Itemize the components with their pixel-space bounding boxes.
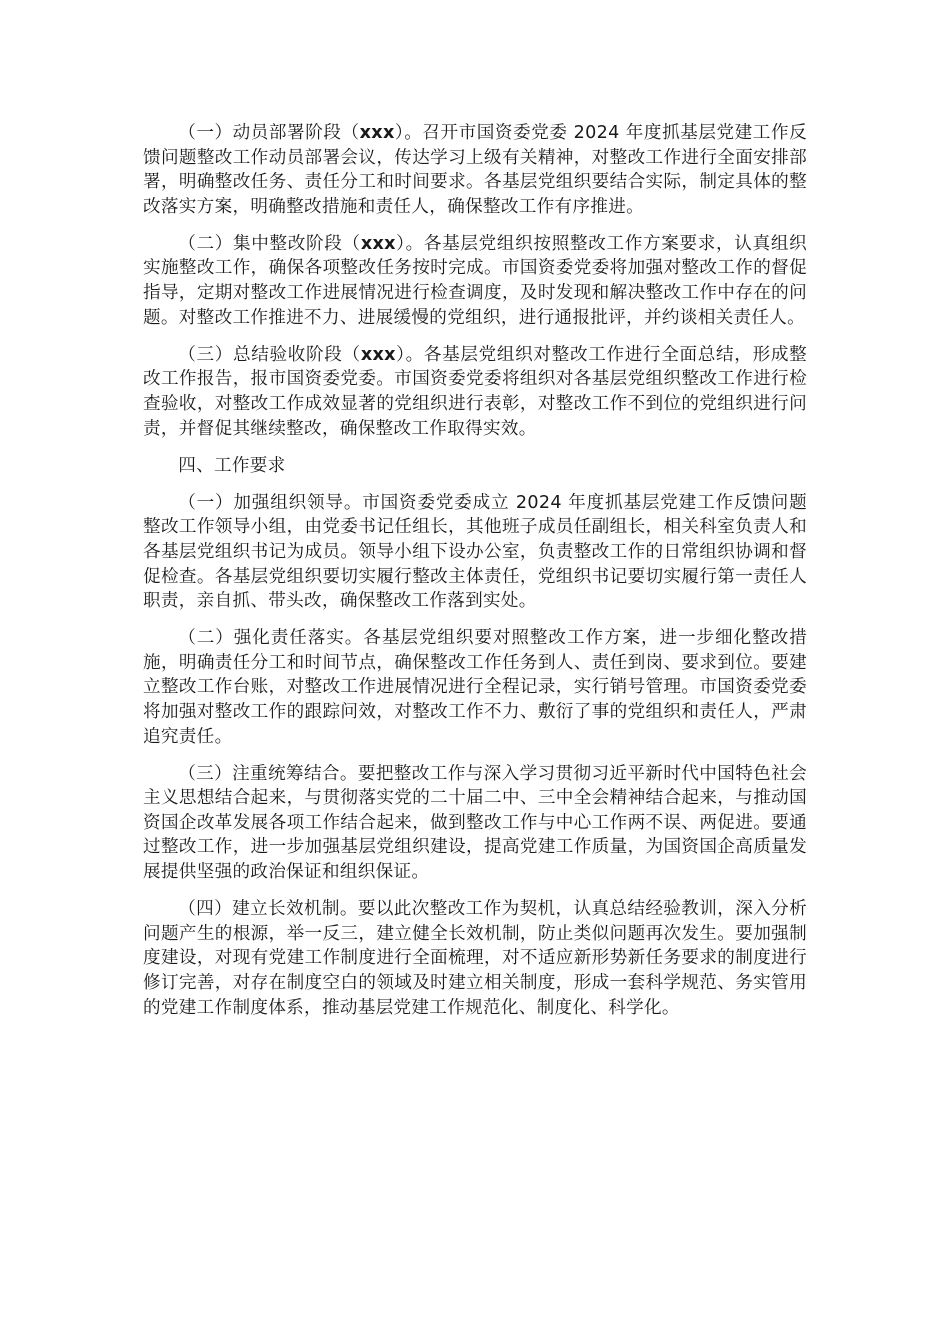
stage-2-text: ）。各基层党组织按照整改工作方案要求，认真组织实施整改工作，确保各项整改任务按时完成。市国资委党委将加强对整改工作的督促指导，定期对整改工作进展情况进行检查调度，及时发现和解决整改工作中存在的问题。对整改工作推进不力、进展缓慢的党组织，进行通报批评，并约谈相关责任人。 [143,233,807,328]
stage-2-prefix: （二）集中整改阶段（ [178,233,361,254]
section-heading: 四、工作要求 [178,455,286,476]
requirement-2: （二）强化责任落实。各基层党组织要对照整改工作方案，进一步细化整改措施，明确责任分工和时间节点，确保整改工作任务到人、责任到岗、要求到位。要建立整改工作台账，对整改工作进展情况进行全程记录，实行销号管理。市国资委党委将加强对整改工作的跟踪问效，对整改工作不力、敷衍了事的党组织和责任人，严肃追究责任。 [143,628,807,747]
requirement-3: （三）注重统筹结合。要把整改工作与深入学习贯彻习近平新时代中国特色社会主义思想结合起来，与贯彻落实党的二十届二中、三中全会精神结合起来，与推动国资国企改革发展各项工作结合起来，做到整改工作与中心工作两不误、两促进。要通过整改工作，进一步加强基层党组织建设，提高党建工作质量，为国资国企高质量发展提供坚强的政治保证和组织保证。 [143,763,807,883]
paragraph-stage-3 [143,343,807,441]
requirement-4: （四）建立长效机制。要以此次整改工作为契机，认真总结经验教训，深入分析问题产生的根源，举一反三，建立健全长效机制，防止类似问题再次发生。要加强制度建设，对现有党建工作制度进行全面梳理，对不适应新形势新任务要求的制度进行修订完善，对存在制度空白的领域及时建立相关制度，形成一套科学规范、务实管用的党建工作制度体系，推动基层党建工作规范化、制度化、科学化。 [143,899,807,1018]
paragraph-stage-1 [143,121,807,219]
stage-3-date: xxx [360,344,396,365]
stage-2-date: xxx [360,233,396,254]
stage-1-prefix: （一）动员部署阶段（ [178,123,360,143]
paragraph-stage-2 [143,232,807,330]
stage-1-date: xxx [359,123,395,143]
document-page [143,121,807,1033]
stage-3-prefix: （三）总结验收阶段（ [178,344,361,365]
requirement-1: （一）加强组织领导。市国资委党委成立 2024 年度抓基层党建工作反馈问题整改工作领导小组，由党委书记任组长，其他班子成员任副组长，相关科室负责人和各基层党组织书记为成员。领导小组下设办公室，负责整改工作的日常组织协调和督促检查。各基层党组织要切实履行整改主体责任，党组织书记要切实履行第一责任人职责，亲自抓、带头改，确保整改工作落到实处。 [143,492,807,612]
stage-3-text: ）。各基层党组织对整改工作进行全面总结，形成整改工作报告，报市国资委党委。市国资委党委将组织对各基层党组织整改工作进行检查验收，对整改工作成效显著的党组织进行表彰，对整改工作不到位的党组织进行问责，并督促其继续整改，确保整改工作取得实效。 [143,344,807,439]
stage-1-text: ）。召开市国资委党委 2024 年度抓基层党建工作反馈问题整改工作动员部署会议，传达学习上级有关精神，对整改工作进行全面安排部署，明确整改任务、责任分工和时间要求。各基层党组织要结合实际，制定具体的整改落实方案，明确整改措施和责任人，确保整改工作有序推进。 [143,123,807,217]
